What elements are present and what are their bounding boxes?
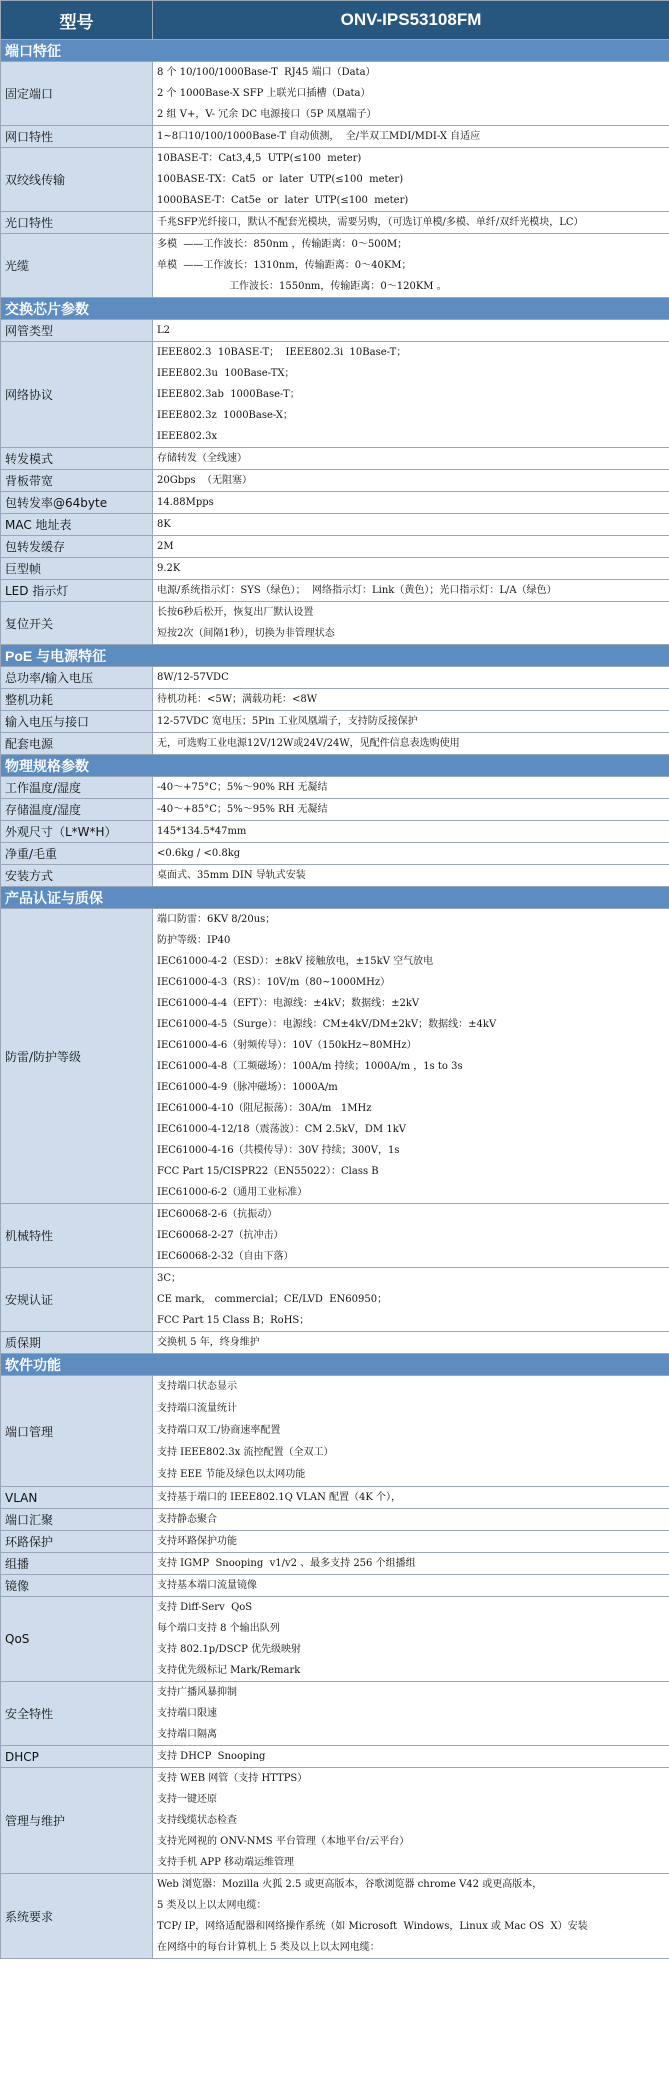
spec-value-line: -40～+85°C；5%～95% RH 无凝结 <box>157 804 328 815</box>
spec-value-line: 3C； <box>157 1273 182 1284</box>
spec-value-line: 支持优先级标记 Mark/Remark <box>157 1665 301 1676</box>
spec-value-line: -40～+75°C；5%～90% RH 无凝结 <box>157 782 328 793</box>
section-title: 交换芯片参数 <box>1 298 669 320</box>
spec-label: 机械特性 <box>1 1204 153 1268</box>
spec-label: 安规认证 <box>1 1268 153 1332</box>
spec-label: 背板带宽 <box>1 470 153 492</box>
section-row <box>1 40 669 62</box>
spec-value-line: 支持端口隔离 <box>157 1729 217 1740</box>
spec-label: 网络协议 <box>1 342 153 448</box>
spec-row <box>1 536 669 558</box>
spec-row <box>1 1487 669 1509</box>
spec-value <box>153 1268 669 1332</box>
spec-value-line: IEC61000-4-8（工频磁场）：100A/m 持续；1000A/m ，1s to 3s <box>157 1061 463 1072</box>
spec-value-line: 20Gbps （无阻塞） <box>157 475 253 486</box>
spec-value-line: 2 个 1000Base-X SFP 上联光口插槽（Data） <box>157 88 371 99</box>
spec-value <box>153 711 669 733</box>
spec-row <box>1 1874 669 1959</box>
spec-value-line: IEC61000-4-2（ESD）：±8kV 接触放电，±15kV 空气放电 <box>157 956 434 967</box>
spec-value-line: 支持 WEB 网管（支持 HTTPS） <box>157 1773 308 1784</box>
spec-value-line: 支持广播风暴抑制 <box>157 1687 237 1698</box>
spec-value-line: 支持端口流量统计 <box>157 1403 237 1414</box>
spec-value <box>153 909 669 1204</box>
spec-value <box>153 1597 669 1682</box>
spec-value-line: IEEE802.3ab 1000Base-T； <box>157 389 300 400</box>
spec-value-line: 待机功耗：<5W；满载功耗：<8W <box>157 694 318 705</box>
spec-label: 工作温度/湿度 <box>1 777 153 799</box>
spec-label: 巨型帧 <box>1 558 153 580</box>
spec-value-line: 1~8口10/100/1000Base-T 自动侦测， 全/半双工MDI/MDI-X 自适应 <box>157 131 481 142</box>
spec-label: 光缆 <box>1 234 153 298</box>
spec-row <box>1 1768 669 1874</box>
spec-row <box>1 689 669 711</box>
spec-label: 安全特性 <box>1 1682 153 1746</box>
spec-value-line: IEC61000-4-6（射频传导）：10V（150kHz~80MHz） <box>157 1040 417 1051</box>
spec-row <box>1 1553 669 1575</box>
spec-value <box>153 212 669 234</box>
spec-value-line: 短按2次（间隔1秒），切换为非管理状态 <box>157 628 335 639</box>
spec-value-line: 单模 ——工作波长：1310nm，传输距离：0～40KM； <box>157 260 412 271</box>
spec-value <box>153 1487 669 1509</box>
spec-row <box>1 148 669 212</box>
spec-table-body <box>1 1 669 1959</box>
spec-value-line: 支持端口双工/协商速率配置 <box>157 1425 281 1436</box>
spec-value-line: IEC61000-6-2（通用工业标准） <box>157 1187 308 1198</box>
spec-row <box>1 602 669 645</box>
spec-label: 镜像 <box>1 1575 153 1597</box>
spec-row <box>1 843 669 865</box>
spec-value <box>153 1746 669 1768</box>
section-row <box>1 755 669 777</box>
spec-label: 组播 <box>1 1553 153 1575</box>
spec-row <box>1 234 669 298</box>
spec-value-line: IEEE802.3u 100Base-TX； <box>157 368 295 379</box>
spec-value-line: IEEE802.3z 1000Base-X； <box>157 410 294 421</box>
spec-value-line: 支持 802.1p/DSCP 优先级映射 <box>157 1644 302 1655</box>
spec-value <box>153 1874 669 1959</box>
spec-value-line: 支持环路保护功能 <box>157 1536 237 1547</box>
spec-label: MAC 地址表 <box>1 514 153 536</box>
spec-value-line: 存储转发（全线速） <box>157 453 247 464</box>
spec-value-line: 桌面式、35mm DIN 导轨式安装 <box>157 870 306 881</box>
spec-value <box>153 777 669 799</box>
spec-row <box>1 126 669 148</box>
spec-value <box>153 148 669 212</box>
spec-row <box>1 62 669 126</box>
spec-label: 外观尺寸（L*W*H） <box>1 821 153 843</box>
spec-value-line: IEC61000-4-5（Surge）：电源线：CM±4kV/DM±2kV；数据线：±4kV <box>157 1019 497 1030</box>
spec-row <box>1 492 669 514</box>
spec-value-line: 2 组 V+，V- 冗余 DC 电源接口（5P 凤凰端子） <box>157 109 377 120</box>
model-value: ONV-IPS53108FM <box>153 1 669 40</box>
spec-value-line: 支持 Diff-Serv QoS <box>157 1602 253 1613</box>
spec-value-line: 支持线缆状态检查 <box>157 1815 237 1826</box>
spec-value-line: 支持基本端口流量镜像 <box>157 1580 257 1591</box>
spec-value <box>153 1531 669 1553</box>
spec-value <box>153 1682 669 1746</box>
spec-row <box>1 212 669 234</box>
spec-row <box>1 1332 669 1354</box>
spec-value-line: CE mark， commercial；CE/LVD EN60950； <box>157 1294 388 1305</box>
spec-value-line: 电源/系统指示灯：SYS（绿色）； 网络指示灯：Link（黄色）；光口指示灯：L/A（绿色） <box>157 585 557 596</box>
spec-value <box>153 448 669 470</box>
spec-value <box>153 1768 669 1874</box>
spec-value-line: IEC61000-4-4（EFT）：电源线：±4kV；数据线：±2kV <box>157 998 420 1009</box>
spec-label: 存储温度/湿度 <box>1 799 153 821</box>
spec-value-line: 支持光网视的 ONV-NMS 平台管理（本地平台/云平台） <box>157 1836 410 1847</box>
spec-value <box>153 1575 669 1597</box>
spec-row <box>1 1376 669 1487</box>
spec-value <box>153 667 669 689</box>
spec-label: 双绞线传输 <box>1 148 153 212</box>
spec-value-line: 千兆SFP光纤接口，默认不配套光模块，需要另购，（可选订单模/多模、单纤/双纤光模块，LC） <box>157 217 584 228</box>
spec-row <box>1 733 669 755</box>
spec-value <box>153 733 669 755</box>
spec-label: 防雷/防护等级 <box>1 909 153 1204</box>
spec-value <box>153 580 669 602</box>
spec-value <box>153 536 669 558</box>
spec-value <box>153 1376 669 1487</box>
section-title: 物理规格参数 <box>1 755 669 777</box>
spec-row <box>1 1268 669 1332</box>
spec-row <box>1 342 669 448</box>
spec-label: 净重/毛重 <box>1 843 153 865</box>
spec-value-line: 支持手机 APP 移动端运维管理 <box>157 1857 295 1868</box>
spec-label: 固定端口 <box>1 62 153 126</box>
spec-label: 整机功耗 <box>1 689 153 711</box>
section-title: PoE 与电源特征 <box>1 645 669 667</box>
spec-value-line: IEC61000-4-3（RS）：10V/m（80~1000MHz） <box>157 977 391 988</box>
spec-value-line: 端口防雷：6KV 8/20us； <box>157 914 276 925</box>
spec-value-line: 10BASE-T：Cat3,4,5 UTP(≤100 meter) <box>157 153 362 164</box>
spec-label: 安装方式 <box>1 865 153 887</box>
spec-value-line: FCC Part 15/CISPR22（EN55022）：Class B <box>157 1166 379 1177</box>
spec-row <box>1 909 669 1204</box>
section-row <box>1 1354 669 1376</box>
spec-value-line: IEC60068-2-32（自由下落） <box>157 1251 294 1262</box>
spec-row <box>1 1597 669 1682</box>
spec-value-line: FCC Part 15 Class B；RoHS； <box>157 1315 310 1326</box>
spec-label: VLAN <box>1 1487 153 1509</box>
spec-value <box>153 799 669 821</box>
spec-value-line: 支持 DHCP Snooping <box>157 1751 266 1762</box>
spec-value-line: 5 类及以上以太网电缆： <box>157 1900 267 1911</box>
spec-value-line: TCP/ IP，网络适配器和网络操作系统（如 Microsoft Windows，Linux 或 Mac OS X）安装 <box>157 1921 588 1932</box>
spec-label: DHCP <box>1 1746 153 1768</box>
spec-value-line: IEC61000-4-16（共模传导）：30V 持续；300V，1s <box>157 1145 400 1156</box>
spec-value-line: IEC61000-4-10（阻尼振荡）：30A/m 1MHz <box>157 1103 372 1114</box>
spec-label: 管理与维护 <box>1 1768 153 1874</box>
spec-row <box>1 1682 669 1746</box>
spec-value <box>153 234 669 298</box>
spec-row <box>1 821 669 843</box>
spec-label: 质保期 <box>1 1332 153 1354</box>
spec-value-line: Web 浏览器：Mozilla 火狐 2.5 或更高版本，谷歌浏览器 chrome V42 或更高版本， <box>157 1879 543 1890</box>
spec-value-line: 每个端口支持 8 个输出队列 <box>157 1623 280 1634</box>
spec-value-line: 在网络中的每台计算机上 5 类及以上以太网电缆： <box>157 1942 380 1953</box>
section-title: 端口特征 <box>1 40 669 62</box>
spec-value-line: IEC60068-2-27（抗冲击） <box>157 1230 284 1241</box>
spec-value <box>153 821 669 843</box>
spec-value <box>153 126 669 148</box>
spec-value-line: 支持端口限速 <box>157 1708 217 1719</box>
spec-row <box>1 865 669 887</box>
spec-value-line: L2 <box>157 325 171 336</box>
spec-value-line: 多模 ——工作波长：850nm ，传输距离：0～500M； <box>157 239 408 250</box>
spec-row <box>1 1509 669 1531</box>
spec-label: 网口特性 <box>1 126 153 148</box>
spec-value-line: 支持 EEE 节能及绿色以太网功能 <box>157 1469 306 1480</box>
spec-value-line: 8W/12-57VDC <box>157 672 229 683</box>
spec-value <box>153 1332 669 1354</box>
spec-label: 环路保护 <box>1 1531 153 1553</box>
spec-row <box>1 667 669 689</box>
spec-value <box>153 1204 669 1268</box>
section-title: 产品认证与质保 <box>1 887 669 909</box>
spec-value <box>153 492 669 514</box>
spec-row <box>1 711 669 733</box>
spec-label: QoS <box>1 1597 153 1682</box>
spec-value <box>153 62 669 126</box>
section-row <box>1 887 669 909</box>
spec-row <box>1 470 669 492</box>
spec-value-line: 支持一键还原 <box>157 1794 217 1805</box>
spec-value-line: 14.88Mpps <box>157 497 214 508</box>
spec-value-line: 支持 IGMP Snooping v1/v2 、最多支持 256 个组播组 <box>157 1558 416 1569</box>
spec-value-line: <0.6kg / <0.8kg <box>157 848 241 859</box>
spec-value <box>153 342 669 448</box>
spec-value <box>153 843 669 865</box>
spec-value-line: 100BASE-TX：Cat5 or later UTP(≤100 meter) <box>157 174 404 185</box>
spec-row <box>1 558 669 580</box>
spec-row <box>1 1204 669 1268</box>
spec-value-line: 长按6秒后松开，恢复出厂默认设置 <box>157 607 314 618</box>
spec-label: 端口管理 <box>1 1376 153 1487</box>
spec-label: 配套电源 <box>1 733 153 755</box>
spec-value-line: IEC61000-4-12/18（震荡波）：CM 2.5kV，DM 1kV <box>157 1124 406 1135</box>
spec-value <box>153 558 669 580</box>
spec-label: LED 指示灯 <box>1 580 153 602</box>
spec-value-line: 2M <box>157 541 174 552</box>
spec-value-line: 145*134.5*47mm <box>157 826 247 837</box>
spec-value <box>153 865 669 887</box>
spec-label: 网管类型 <box>1 320 153 342</box>
section-row <box>1 298 669 320</box>
spec-value-line: IEEE802.3x <box>157 431 218 442</box>
spec-label: 光口特性 <box>1 212 153 234</box>
spec-value <box>153 689 669 711</box>
spec-row <box>1 1575 669 1597</box>
spec-row <box>1 1531 669 1553</box>
spec-row <box>1 799 669 821</box>
spec-row <box>1 448 669 470</box>
spec-label: 系统要求 <box>1 1874 153 1959</box>
spec-value-line: 8K <box>157 519 171 530</box>
spec-label: 端口汇聚 <box>1 1509 153 1531</box>
spec-row <box>1 580 669 602</box>
spec-value-line: 交换机 5 年，终身维护 <box>157 1337 260 1348</box>
spec-value-line: 9.2K <box>157 563 181 574</box>
spec-label: 包转发率@64byte <box>1 492 153 514</box>
spec-row <box>1 320 669 342</box>
spec-value-line: 8 个 10/100/1000Base-T RJ45 端口（Data） <box>157 67 376 78</box>
model-label: 型号 <box>1 1 153 40</box>
spec-row <box>1 1746 669 1768</box>
spec-value-line: IEC61000-4-9（脉冲磁场）：1000A/m <box>157 1082 338 1093</box>
spec-value-line: IEC60068-2-6（抗振动） <box>157 1209 278 1220</box>
spec-value <box>153 470 669 492</box>
section-row <box>1 645 669 667</box>
spec-value-line: IEEE802.3 10BASE-T； IEEE802.3i 10Base-T； <box>157 347 407 358</box>
spec-value-line: 无，可选购工业电源12V/12W或24V/24W，见配件信息表选购使用 <box>157 738 460 749</box>
spec-row <box>1 514 669 536</box>
spec-value <box>153 1553 669 1575</box>
spec-label: 转发模式 <box>1 448 153 470</box>
spec-label: 输入电压与接口 <box>1 711 153 733</box>
header-row <box>1 1 669 40</box>
section-title: 软件功能 <box>1 1354 669 1376</box>
spec-value-line: 支持 IEEE802.3x 流控配置（全双工） <box>157 1447 334 1458</box>
spec-label: 复位开关 <box>1 602 153 645</box>
spec-value-line: 支持端口状态显示 <box>157 1381 237 1392</box>
spec-label: 包转发缓存 <box>1 536 153 558</box>
spec-value <box>153 1509 669 1531</box>
spec-value-line: 工作波长：1550nm，传输距离：0～120KM 。 <box>229 281 447 292</box>
spec-value <box>153 320 669 342</box>
spec-value-line: 支持基于端口的 IEEE802.1Q VLAN 配置（4K 个）， <box>157 1492 402 1503</box>
spec-value-line: 防护等级：IP40 <box>157 935 231 946</box>
spec-value-line: 支持静态聚合 <box>157 1514 217 1525</box>
spec-value <box>153 602 669 645</box>
spec-value-line: 12-57VDC 宽电压；5Pin 工业凤凰端子，支持防反接保护 <box>157 716 418 727</box>
spec-row <box>1 777 669 799</box>
spec-value-line: 1000BASE-T：Cat5e or later UTP(≤100 meter) <box>157 195 409 206</box>
spec-label: 总功率/输入电压 <box>1 667 153 689</box>
spec-value <box>153 514 669 536</box>
